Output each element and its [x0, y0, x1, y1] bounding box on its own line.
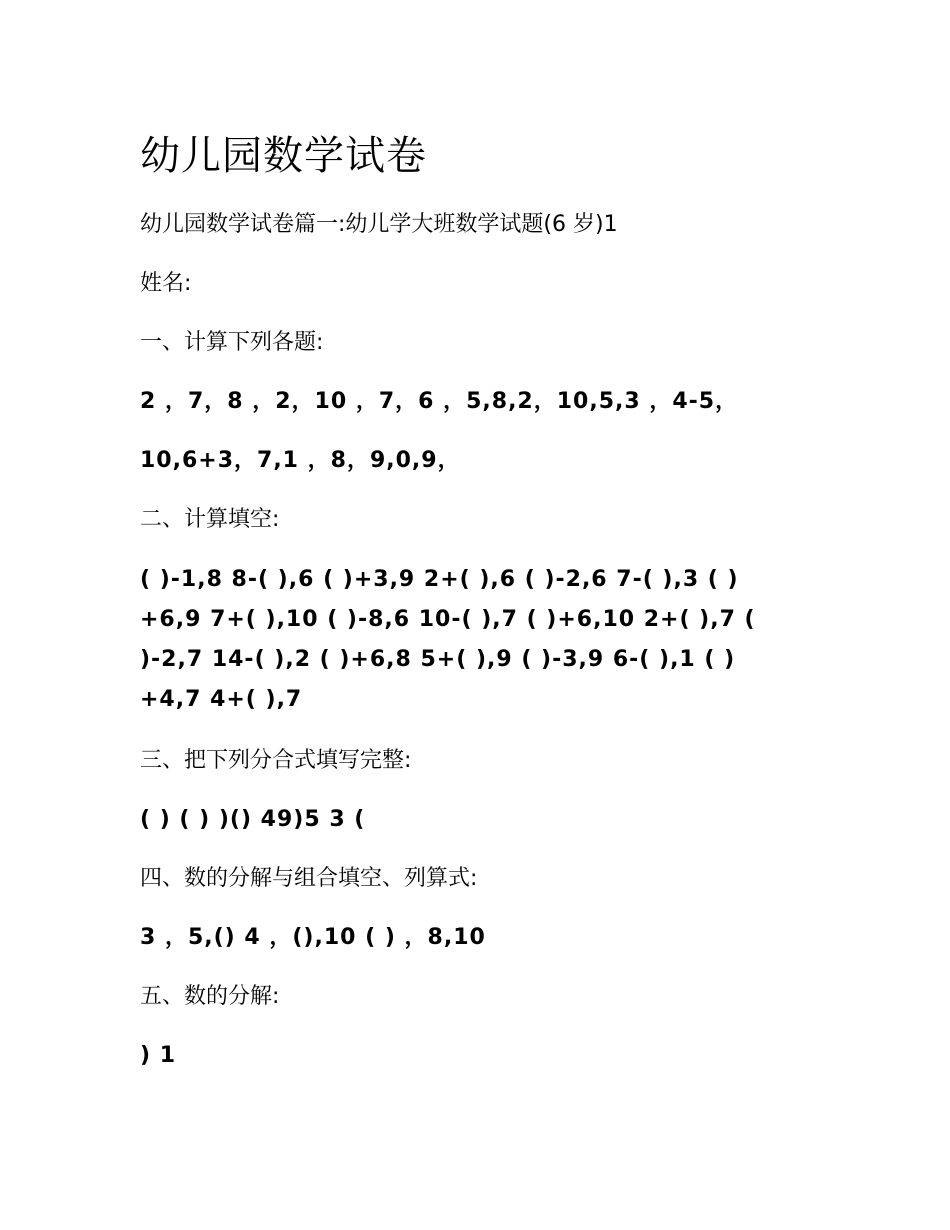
section4-line: 3 ，5,() 4 ，(),10 ( ) ，8,10 — [140, 925, 486, 950]
section1-line-1: 2 ，7，8 ，2，10 ，7，6 ，5,8,2，10,5,3 ，4-5， — [140, 389, 739, 414]
section2-line-1: ( )-1,8 8-( ),6 ( )+3,9 2+( ),6 ( )-2,6 7-( ),3 ( ) — [140, 567, 739, 592]
section4-heading: 四、数的分解与组合填空、列算式: — [140, 866, 478, 891]
section2-heading: 二、计算填空: — [140, 507, 280, 532]
section1-heading: 一、计算下列各题: — [140, 330, 324, 355]
name-label: 姓名: — [140, 271, 192, 296]
section2-line-3: )-2,7 14-( ),2 ( )+6,8 5+( ),9 ( )-3,9 6-( ),1 ( ) — [140, 647, 736, 672]
section2-line-2: +6,9 7+( ),10 ( )-8,6 10-( ),7 ( )+6,10 2+( ),7 ( — [140, 607, 756, 632]
section3-heading: 三、把下列分合式填写完整: — [140, 748, 412, 773]
section1-line-2: 10,6+3，7,1 ，8，9,0,9， — [140, 448, 461, 473]
section2-block — [140, 560, 820, 720]
section2-line-4: +4,7 4+( ),7 — [140, 687, 303, 712]
document-title: 幼儿园数学试卷 — [140, 133, 427, 179]
section5-line: ) 1 — [140, 1043, 177, 1068]
section5-heading: 五、数的分解: — [140, 984, 280, 1009]
document-subtitle: 幼儿园数学试卷篇一:幼儿学大班数学试题(6 岁)1 — [140, 212, 618, 237]
section3-line: ( ) ( ) )() 49)5 3 ( — [140, 807, 366, 832]
